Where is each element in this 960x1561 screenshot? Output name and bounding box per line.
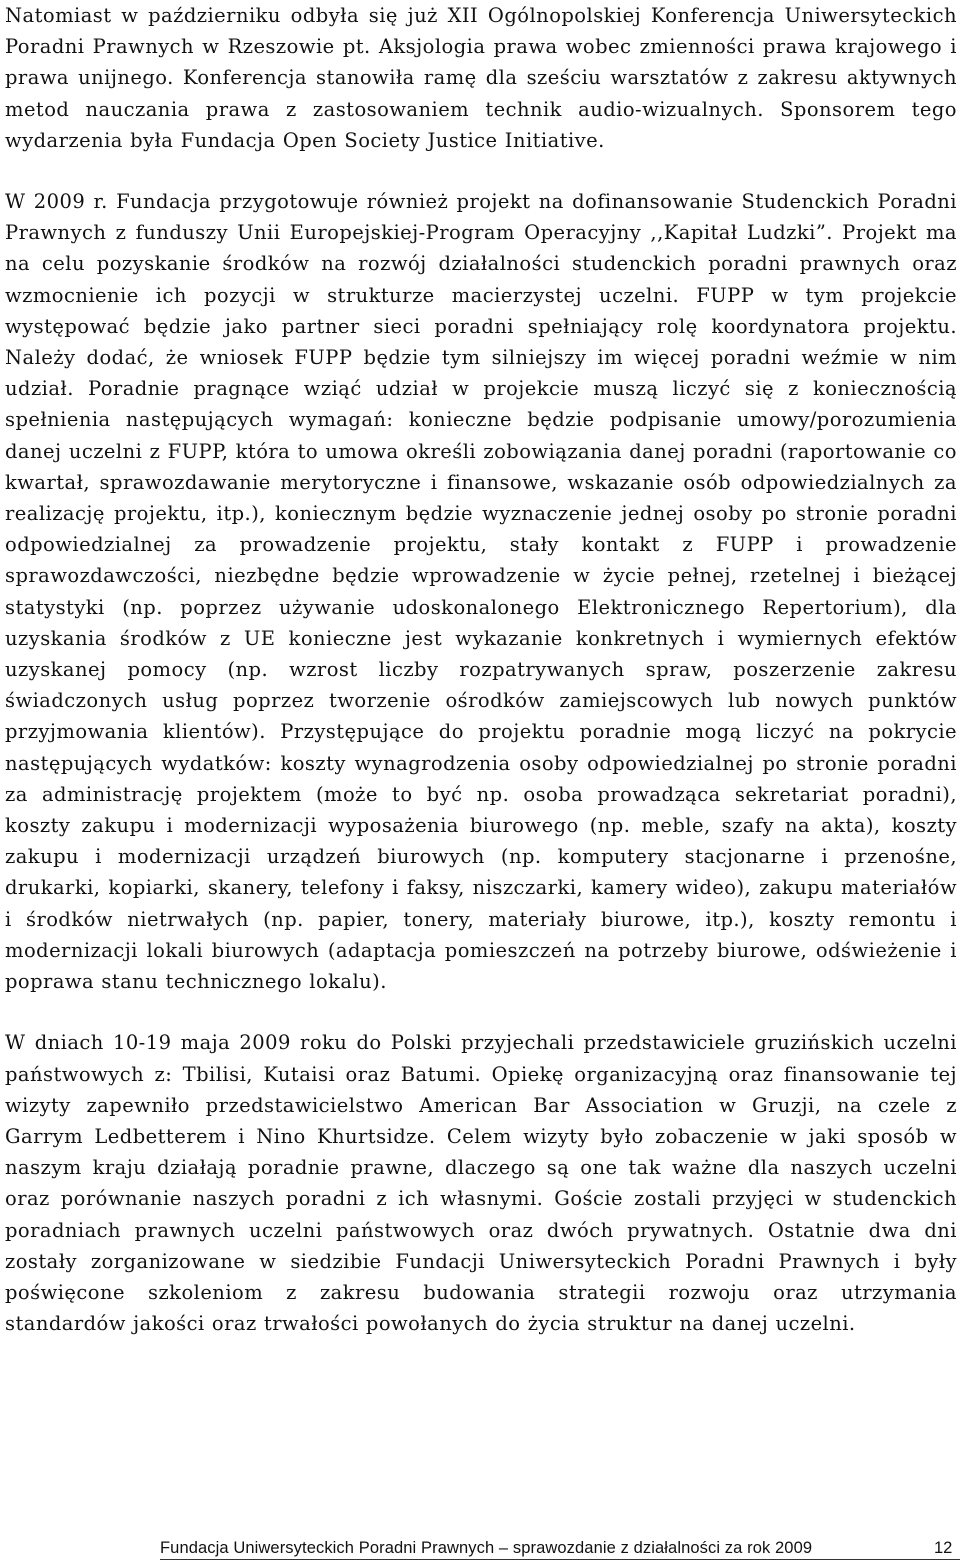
paragraph-eu-project: W 2009 r. Fundacja przygotowuje również projekt na dofinansowanie Studenckich Poradni Prawnych z funduszy Unii Europejskiej-Program Operacyjny ,,Kapitał Ludzki”. Projekt ma na celu pozyskanie środków na rozwój działalności studenckich poradni prawnych oraz wzmocnienie ich pozycji w strukturze macierzystej uczelni. FUPP w tym projekcie występować będzie jako partner sieci poradni spełniający rolę koordynatora projektu. Należy dodać, że wniosek FUPP będzie tym silniejszy im więcej poradni weźmie w nim udział. Poradnie pragnące wziąć udział w projekcie muszą liczyć się z koniecznością spełnienia następujących wymagań: konieczne będzie podpisanie umowy/porozumienia danej uczelni z FUPP, która to umowa określi zobowiązania danej poradni (raportowanie co kwartał, sprawozdawanie merytoryczne i finansowe, wskazanie osób odpowiedzialnych za realizację projektu, itp.), koniecznym będzie wyznaczenie jednej osoby po stronie poradni odpowiedzialnej za prowadzenie projektu, stały kontakt z FUPP i prowadzenie sprawozdawczości, niezbędne będzie wprowadzenie w życie pełnej, rzetelnej i bieżącej statystyki (np. poprzez używanie udoskonalonego Elektronicznego Repertorium), dla uzyskania środków z UE konieczne jest wykazanie konkretnych i wymiernych efektów uzyskanej pomocy (np. wzrost liczby rozpatrywanych spraw, poszerzenie zakresu świadczonych usług poprzez tworzenie ośrodków zamiejscowych lub nowych punktów przyjmowania klientów). Przystępujące do projektu poradnie mogą liczyć na pokrycie następujących wydatków: koszty wynagrodzenia osoby odpowiedzialnej po stronie poradni za administrację projektem (może to być np. osoba prowadząca sekretariat poradni), koszty zakupu i modernizacji wyposażenia biurowego (np. meble, szafy na akta), koszty zakupu i modernizacji urządzeń biurowych (np. komputery stacjonarne i przenośne, drukarki, kopiarki, skanery, telefony i faksy, niszczarki, kamery wideo), zakupu materiałów i środków nietrwałych (np. papier, tonery, materiały biurowe, itp.), koszty remontu i modernizacji lokali biurowych (adaptacja pomieszczeń na potrzeby biurowe, odświeżenie i poprawa stanu technicznego lokalu). — [5, 190, 957, 994]
page-number: 12 — [934, 1539, 953, 1557]
document-body — [5, 0, 957, 1339]
paragraph-conference: Natomiast w październiku odbyła się już XII Ogólnopolskiej Konferencja Uniwersyteckich Poradni Prawnych w Rzeszowie pt. Aksjologia prawa wobec zmienności prawa krajowego i prawa unijnego. Konferencja stanowiła ramę dla sześciu warsztatów z zakresu aktywnych metod nauczania prawa z zastosowaniem technik audio-wizualnych. Sponsorem tego wydarzenia była Fundacja Open Society Justice Initiative. — [5, 4, 957, 152]
footer-rule — [160, 1559, 960, 1560]
footer-text: Fundacja Uniwersyteckich Poradni Prawnych – sprawozdanie z działalności za rok 2009 — [160, 1539, 813, 1557]
page-footer — [0, 1536, 960, 1561]
paragraph-georgian-visit: W dniach 10-19 maja 2009 roku do Polski przyjechali przedstawiciele gruzińskich uczelni państwowych z: Tbilisi, Kutaisi oraz Batumi. Opiekę organizacyjną oraz finansowanie tej wizyty zapewniło przedstawicielstwo American Bar Association w Gruzji, na czele z Garrym Ledbetterem i Nino Khurtsidze. Celem wizyty było zobaczenie w jaki sposób w naszym kraju działają poradnie prawne, dlaczego są one tak ważne dla naszych uczelni oraz porównanie naszych poradni z ich własnymi. Goście zostali przyjęci w studenckich poradniach prawnych uczelni państwowych oraz dwóch prywatnych. Ostatnie dwa dni zostały zorganizowane w siedzibie Fundacji Uniwersyteckich Poradni Prawnych i były poświęcone szkoleniom z zakresu budowania strategii rozwoju oraz utrzymania standardów jakości oraz trwałości powołanych do życia struktur na danej uczelni. — [5, 1031, 957, 1336]
